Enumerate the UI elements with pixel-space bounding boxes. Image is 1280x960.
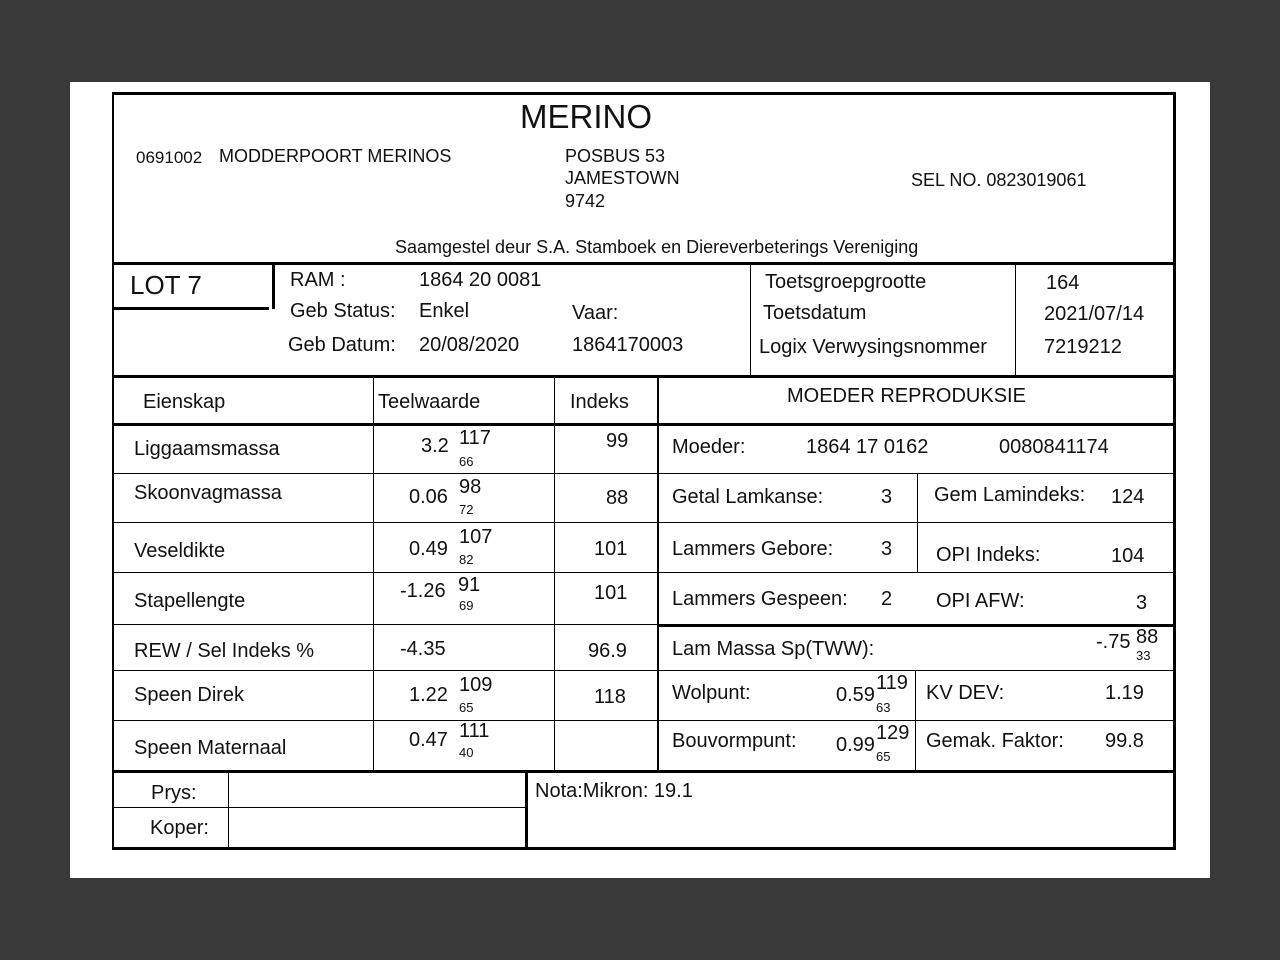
trait-value: 0.49 [409, 538, 448, 560]
row-line-header [112, 423, 1174, 426]
trait-sub: 40 [459, 745, 474, 760]
price-label: Prys: [151, 782, 197, 804]
trait-sup: 111 [459, 720, 490, 742]
lot-box-bottom [112, 307, 269, 310]
ram-label: RAM : [290, 269, 346, 291]
wool-score-value: 0.59 [836, 684, 875, 706]
trait-value: 0.47 [409, 729, 448, 751]
row-line-2 [112, 522, 1174, 523]
trait-name: Speen Maternaal [134, 737, 287, 759]
trait-value: 1.22 [409, 684, 448, 706]
note-text: Nota:Mikron: 19.1 [535, 780, 693, 802]
trait-sup: 107 [459, 526, 493, 548]
buyer-label: Koper: [150, 817, 209, 839]
breed-title: MERINO [520, 98, 652, 135]
lamb-chances-value: 3 [881, 486, 893, 508]
mother-divider-1 [917, 473, 918, 572]
opi-afw-value: 3 [1136, 592, 1148, 614]
mother-title: MOEDER REPRODUKSIE [787, 385, 1026, 407]
kv-dev-label: KV DEV: [926, 682, 1005, 704]
col-divider-index [554, 378, 555, 771]
row-line-5 [112, 670, 1174, 671]
trait-sub: 66 [459, 454, 474, 469]
trait-sup: 117 [459, 427, 491, 449]
trait-sub: 72 [459, 502, 474, 517]
mother-id: 1864 17 0162 [806, 436, 929, 458]
ease-factor-label: Gemak. Faktor: [926, 730, 1064, 752]
trait-value: 0.06 [409, 486, 448, 508]
footer-row-line [112, 807, 525, 808]
opi-index-label: OPI Indeks: [936, 544, 1041, 566]
opi-afw-label: OPI AFW: [936, 590, 1025, 612]
date-value: 20/08/2020 [419, 334, 520, 356]
trait-value: -1.26 [400, 580, 446, 602]
trait-name: REW / Sel Indeks % [134, 640, 315, 662]
header-trait: Eienskap [143, 391, 226, 413]
trait-value: 3.2 [421, 435, 449, 457]
trait-sub: 69 [459, 598, 474, 613]
address-line-3: 9742 [565, 191, 606, 211]
lambs-weaned-value: 2 [881, 588, 893, 610]
lambs-born-value: 3 [881, 538, 893, 560]
row-line-4-right [657, 624, 1174, 627]
trait-name: Liggaamsmassa [134, 438, 280, 460]
lot-box-right [272, 264, 275, 309]
status-label: Geb Status: [290, 300, 396, 322]
footer-divider [525, 773, 528, 847]
wool-score-sub: 63 [876, 700, 891, 715]
frame-left [112, 92, 114, 850]
frame-top [112, 92, 1174, 95]
trait-sup: 98 [459, 476, 482, 498]
group-size-value: 164 [1046, 272, 1080, 294]
trait-name: Speen Direk [134, 684, 245, 706]
trait-sup: 91 [458, 574, 481, 596]
avg-lamb-index-value: 124 [1111, 486, 1145, 508]
group-size-label: Toetsgroepgrootte [765, 271, 927, 293]
conformation-label: Bouvormpunt: [672, 730, 797, 752]
wool-score-sup: 119 [876, 672, 908, 694]
conformation-value: 0.99 [836, 734, 875, 756]
divider-test-left [750, 264, 751, 375]
conformation-sup: 129 [876, 722, 910, 744]
address-line-1: POSBUS 53 [565, 146, 666, 166]
breeder-name: MODDERPOORT MERINOS [219, 146, 452, 166]
trait-sub: 65 [459, 700, 474, 715]
trait-name: Veseldikte [134, 540, 226, 562]
sire-label: Vaar: [572, 302, 619, 324]
trait-index: 101 [594, 538, 628, 560]
trait-sub: 82 [459, 552, 474, 567]
conformation-sub: 65 [876, 749, 891, 764]
mother-label: Moeder: [672, 436, 746, 458]
col-divider-mother [657, 378, 659, 771]
frame-bottom [112, 847, 1174, 850]
status-value: Enkel [419, 300, 470, 322]
divider-test-right [1015, 264, 1016, 375]
lamb-chances-label: Getal Lamkanse: [672, 486, 824, 508]
lamb-mass-sub: 33 [1136, 648, 1151, 663]
address-line-2: JAMESTOWN [565, 168, 680, 188]
compiled-by: Saamgestel deur S.A. Stamboek en Diereverbeterings Vereniging [395, 237, 919, 257]
lamb-mass-sup: 88 [1136, 626, 1159, 648]
row-line-4-left [112, 624, 657, 625]
trait-value: -4.35 [400, 638, 446, 660]
mother-number: 0080841174 [999, 436, 1109, 458]
trait-index: 88 [606, 487, 629, 509]
col-divider-value [373, 378, 374, 771]
footer-label-divider [228, 773, 229, 847]
trait-name: Stapellengte [134, 590, 246, 612]
row-line-3 [112, 572, 1174, 573]
lamb-mass-value: -.75 [1096, 631, 1131, 653]
mother-divider-2 [915, 670, 916, 770]
header-value: Teelwaarde [378, 391, 481, 413]
ease-factor-value: 99.8 [1105, 730, 1144, 752]
lambs-born-label: Lammers Gebore: [672, 538, 834, 560]
lamb-mass-label: Lam Massa Sp(TWW): [672, 638, 875, 660]
sale-card [112, 92, 1175, 850]
row-line-1 [112, 473, 1174, 474]
lot-number: LOT 7 [130, 270, 202, 300]
date-label: Geb Datum: [288, 334, 396, 356]
row-line-6 [112, 720, 1174, 721]
trait-index: 118 [594, 686, 626, 708]
trait-index: 96.9 [588, 640, 627, 662]
logix-label: Logix Verwysingsnommer [759, 336, 987, 358]
trait-name: Skoonvagmassa [134, 482, 282, 504]
divider-table-top [112, 375, 1174, 378]
ram-value: 1864 20 0081 [419, 269, 542, 291]
trait-sup: 109 [459, 674, 493, 696]
row-line-7 [112, 770, 1174, 773]
logix-value: 7219212 [1044, 336, 1122, 358]
test-date-label: Toetsdatum [763, 302, 867, 324]
sel-number: SEL NO. 0823019061 [911, 170, 1087, 190]
avg-lamb-index-label: Gem Lamindeks: [934, 484, 1086, 506]
header-index: Indeks [570, 391, 629, 413]
trait-index: 99 [606, 430, 629, 452]
frame-right [1173, 92, 1176, 850]
sire-value: 1864170003 [572, 334, 684, 356]
breeder-code: 0691002 [136, 148, 203, 167]
trait-index: 101 [594, 582, 628, 604]
test-date-value: 2021/07/14 [1044, 303, 1145, 325]
lambs-weaned-label: Lammers Gespeen: [672, 588, 848, 610]
opi-index-value: 104 [1111, 545, 1145, 567]
wool-score-label: Wolpunt: [672, 682, 751, 704]
kv-dev-value: 1.19 [1105, 682, 1144, 704]
